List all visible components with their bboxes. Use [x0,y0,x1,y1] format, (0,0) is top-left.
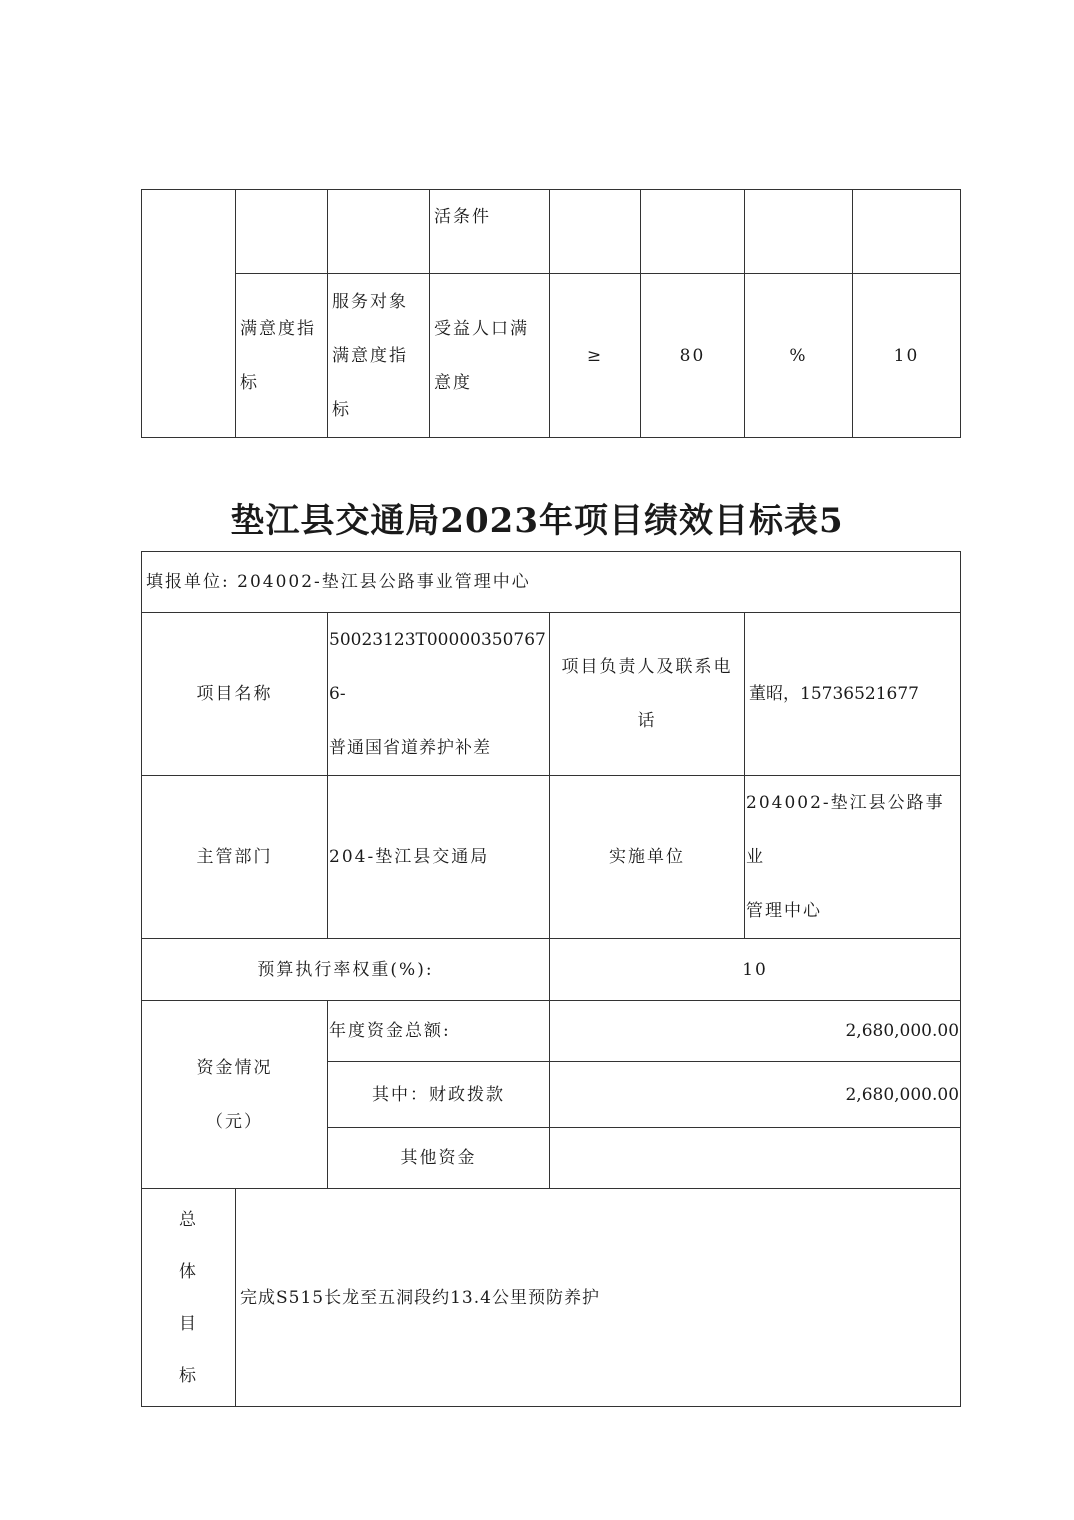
continuation-table [141,189,961,438]
cell-line: 满意度指 [240,318,316,339]
annual-total-value: 2,680,000.00 [550,1001,961,1062]
unit-cell: % [745,274,853,438]
cell-char: 体 [179,1261,198,1282]
table-cell [550,190,641,274]
page-title: 垫江县交通局2023年项目绩效目标表5 [230,501,844,541]
indicator-text-cell: 活条件 [430,190,550,274]
cell-line: 项目负责人及联系电 [561,657,733,677]
cell-line: 204002-垫江县公路事业 [746,793,945,867]
table-row [142,939,961,1001]
operator-cell: ≥ [550,274,641,438]
table-cell [142,190,236,438]
table-row [142,776,961,939]
table-row [142,274,961,438]
other-funds-label: 其他资金 [328,1128,550,1189]
table-row [142,613,961,776]
cell-line: 管理中心 [746,901,822,921]
budget-weight-label: 预算执行率权重(%): [142,939,550,1001]
fiscal-allocation-label: 其中：财政拨款 [328,1062,550,1128]
implementing-unit-value [745,776,961,939]
overall-goal-label [142,1189,236,1407]
cell-line: 标 [332,399,351,420]
overall-goal-value: 完成S515长龙至五洞段约13.4公里预防养护 [236,1189,961,1407]
cell-line: 50023123T000003507676- [329,630,546,704]
contact-label [550,613,745,776]
table-cell [236,190,328,274]
budget-weight-value: 10 [550,939,961,1001]
reporting-unit-cell: 填报单位: 204002-垫江县公路事业管理中心 [142,552,961,613]
service-satisfaction-cell [328,274,430,438]
department-label: 主管部门 [142,776,328,939]
fiscal-allocation-value: 2,680,000.00 [550,1062,961,1128]
table-row [142,552,961,613]
table-cell [641,190,745,274]
table-row [142,190,961,274]
cell-char: 目 [179,1313,198,1334]
cell-line: 普通国省道养护补差 [329,738,491,758]
project-name-value [328,613,550,776]
other-funds-value [550,1128,961,1189]
cell-line: 话 [637,711,657,731]
implementing-unit-label: 实施单位 [550,776,745,939]
cell-line: 服务对象 [332,291,408,312]
beneficiary-satisfaction-cell [430,274,550,438]
cell-line: （元） [206,1111,263,1132]
table-cell [745,190,853,274]
table-row [142,1001,961,1062]
cell-line: 标 [240,372,259,393]
cell-char: 总 [179,1209,198,1230]
performance-table [141,551,961,1407]
cell-char: 标 [179,1365,198,1386]
annual-total-label: 年度资金总额: [328,1001,550,1062]
cell-line: 受益人口满 [434,318,529,339]
cell-line: 满意度指 [332,345,408,366]
table-cell [328,190,430,274]
cell-line: 意度 [434,372,472,393]
value-cell: 80 [641,274,745,438]
funds-label [142,1001,328,1189]
contact-value: 董昭，15736521677 [745,613,961,776]
department-value: 204-垫江县交通局 [328,776,550,939]
table-row [142,1189,961,1407]
project-name-label: 项目名称 [142,613,328,776]
table-cell [853,190,961,274]
score-cell: 10 [853,274,961,438]
satisfaction-indicator-cell [236,274,328,438]
cell-line: 资金情况 [196,1057,273,1078]
